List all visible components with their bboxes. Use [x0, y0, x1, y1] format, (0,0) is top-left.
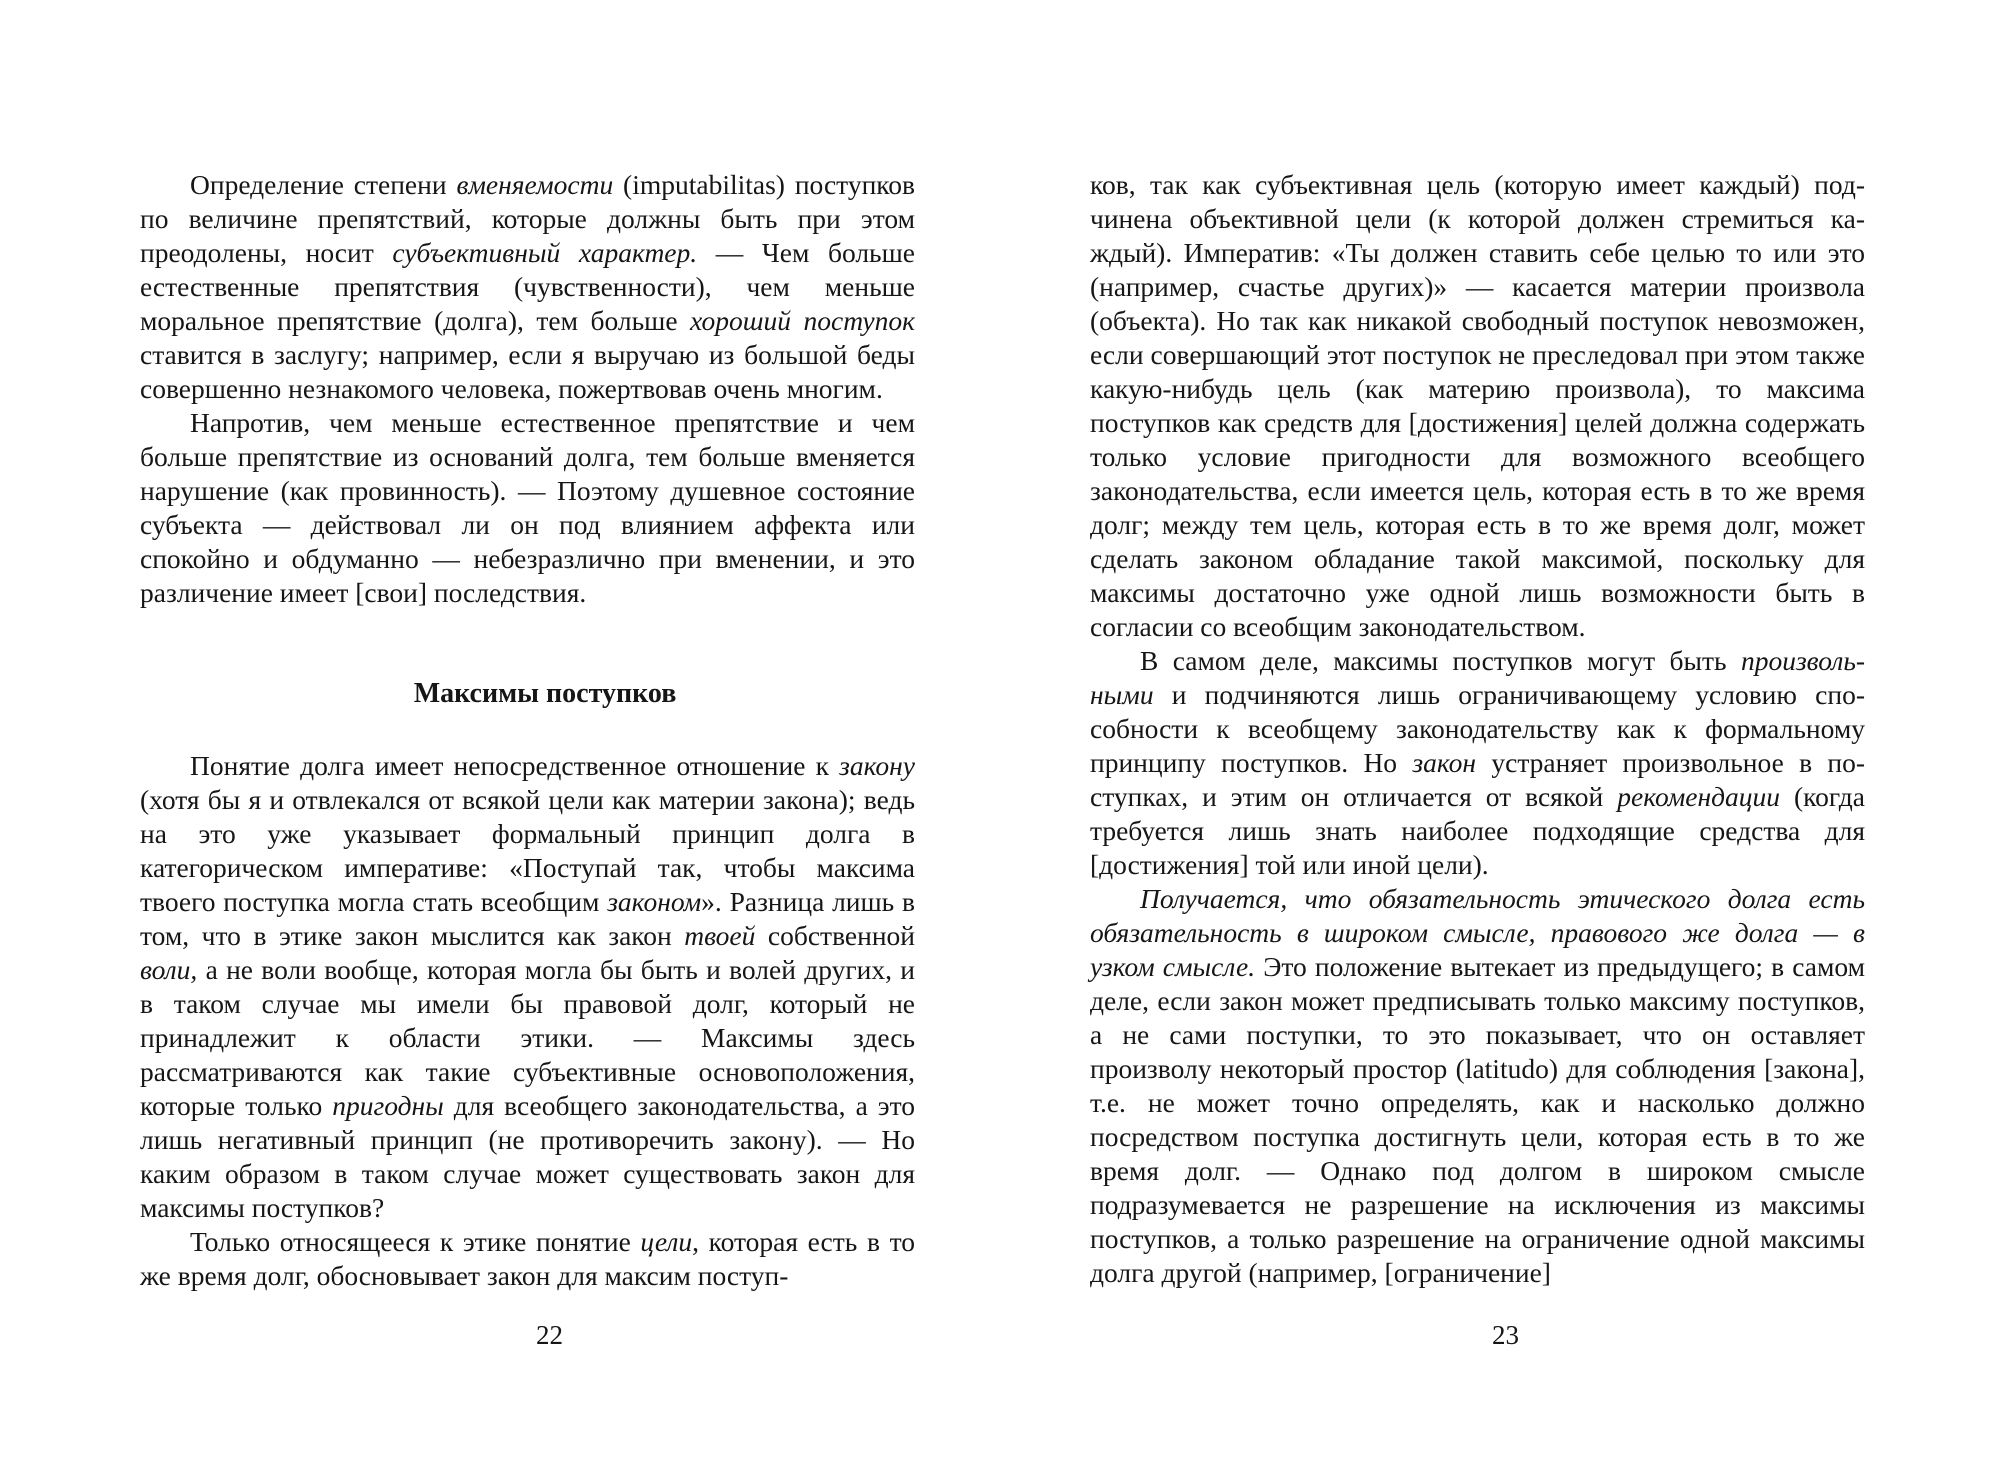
text-run: для всеобщего законодательства, а это лишь негативный принцип (не противоречить закону). — Но каким образом в таком случае может существовать закон для максимы поступков?	[140, 1090, 915, 1223]
section-heading: Максимы поступков	[413, 678, 677, 709]
italic-text: субъективный характер.	[392, 237, 698, 268]
text-run: ». Разница лишь в том, что в этике закон мыслится как закон	[140, 886, 915, 951]
text-run: В самом деле, максимы поступков могут быть	[1140, 645, 1741, 676]
text-run: ков, так как субъективная цель (которую имеет каждый) подчинена объективной цели (к которой должен стремиться каждый). Императив: «Ты должен ставить себе целью то или это (например, счастье других)» — касается материи произвола (объекта). Но так как никакой свободный поступок невозможен, если совершающий этот поступок не преследовал при этом также какую-нибудь цель (как материю произвола), то максима поступков как средств для [достижения] целей должна содержать только условие пригодности для возможного всеобщего законодательства, если имеется цель, которая есть в то же время долг; между тем цель, которая есть в то же время долг, может сделать законом обладание такой максимой, поскольку для максимы достаточно уже одной лишь возможности быть в согласии со всеобщим законодательством.	[1090, 169, 1865, 642]
text-run: Понятие долга имеет непосредственное отношение к	[190, 750, 840, 781]
italic-text: закон	[1412, 747, 1477, 778]
paragraph	[140, 1225, 915, 1293]
text-run: ставится в заслугу; например, если я выручаю из большой беды совершенно незнакомого человека, пожертвовав очень многим.	[140, 339, 915, 404]
left-page-text-bottom	[140, 749, 915, 1293]
italic-text: произвольными	[1090, 645, 1865, 710]
paragraph	[1090, 644, 1865, 882]
italic-text: цели	[640, 1226, 693, 1257]
page-number-right: 23	[1492, 1320, 1519, 1350]
italic-text: твоей	[684, 920, 756, 951]
italic-text: хороший поступок	[690, 305, 916, 336]
italic-text: пригодны	[332, 1090, 444, 1121]
text-run: (imputabilitas) поступков по величине препятствий, которые должны быть при этом преодолены, носит	[140, 169, 915, 268]
text-run: а не воли вообще, которая могла бы быть и волей других, и в таком случае мы имели бы правовой долг, который не принадлежит к области этики. — Максимы здесь рассматриваются как такие субъективные основоположения, которые только	[140, 954, 915, 1121]
italic-text: воли,	[140, 954, 198, 985]
paragraph	[140, 406, 915, 610]
italic-text: рекомендации	[1617, 781, 1781, 812]
text-run: Напротив, чем меньше естественное препятствие и чем больше препятствие из оснований долга, тем больше вменяется нарушение (как провинность). — Поэтому душевное состояние субъекта — действовал ли он под влиянием аффекта или спокойно и обдуманно — небезразлично при вменении, и это различение имеет [свои] последствия.	[140, 407, 915, 608]
paragraph	[140, 168, 915, 406]
left-page-text-top	[140, 168, 915, 610]
italic-text: вменяемости	[456, 169, 614, 200]
text-run: Это положение вытекает из предыдущего; в самом деле, если закон может предписывать только максиму поступков, а не сами поступки, то это показывает, что он оставляет произволу некоторый простор (latitudo) для соблюдения [закона], т.е. не может точно определять, как и насколько должно посредством поступка достигнуть цели, которая есть в то же время долг. — Однако под долгом в широком смысле подразумевается не разрешение на исключения из максимы поступков, а только разрешение на ограничение одной максимы долга другой (например, [ограничение]	[1090, 951, 1865, 1288]
paragraph	[1090, 168, 1865, 644]
italic-text: Получается, что обязательность этического долга есть обязательность в широком смысле, правового же долга — в узком смысле.	[1090, 883, 1865, 982]
text-run: Определение степени	[190, 169, 457, 200]
text-run: (когда требуется лишь знать наиболее подходящие средства для [достижения] той или иной цели).	[1090, 781, 1865, 880]
text-run: устраняет произвольное в поступках, и этим он отличается от всякой	[1090, 747, 1866, 812]
right-page	[1090, 168, 1865, 1388]
left-page	[140, 168, 915, 1388]
right-page-text	[1090, 168, 1865, 1290]
paragraph	[140, 749, 915, 1225]
text-run: (хотя бы я и отвлекался от всякой цели как материи закона); ведь на это уже указывает формальный принцип долга в категорическом императиве: «Поступай так, чтобы максима твоего поступка могла стать всеобщим	[140, 784, 915, 917]
paragraph	[1090, 882, 1865, 1290]
text-run: , которая есть в то же время долг, обосновывает закон для максим поступ-	[140, 1226, 915, 1291]
text-run: — Чем больше естественные препятствия (чувственности), чем меньше моральное препятствие (долга), тем больше	[140, 237, 915, 336]
italic-text: законом	[607, 886, 702, 917]
page-number-left: 22	[536, 1320, 563, 1350]
text-run: и подчиняются лишь ограничивающему условию способности к всеобщему законодательству как к формальному принципу поступков. Но	[1090, 679, 1865, 778]
text-run: Только относящееся к этике понятие	[190, 1226, 641, 1257]
text-run: собственной	[755, 920, 915, 951]
italic-text: закону	[839, 750, 915, 781]
